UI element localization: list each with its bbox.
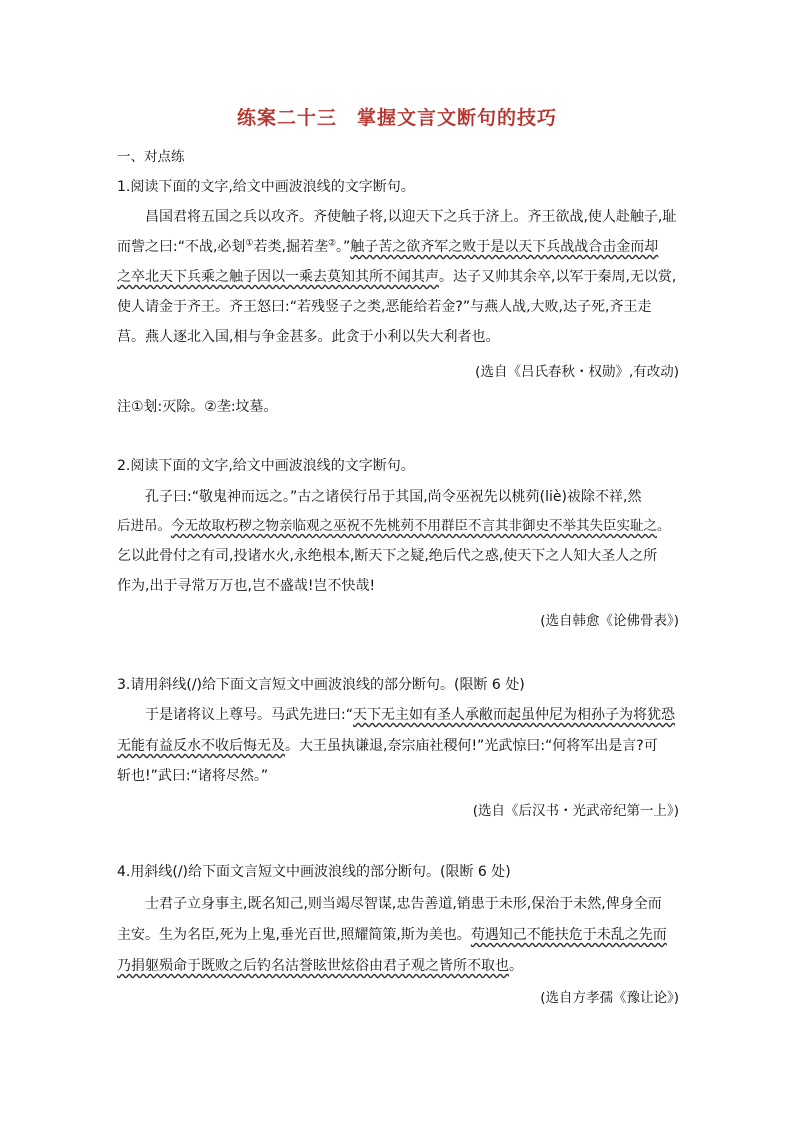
q1-prompt: 1.阅读下面的文字,给文中画波浪线的文字断句。	[117, 179, 415, 195]
q3-line-2	[117, 736, 679, 756]
q1-line-2-text-a: 而訾之曰:“不战,必刬	[117, 239, 246, 255]
q2-line-2-text-b: 。	[657, 518, 671, 534]
q3-line-1-text: 于是诸将议上尊号。马武先进曰:“	[145, 707, 353, 723]
section-heading: 一、对点练	[117, 149, 185, 165]
q2-prompt: 2.阅读下面的文字,给文中画波浪线的文字断句。	[117, 458, 415, 474]
q2-line-3: 乞以此骨付之有司,投诸水火,永绝根本,断天下之疑,绝后代之惑,使天下之人知大圣人之所	[117, 548, 658, 564]
q1-line-5: 莒。燕人逐北入国,相与争金甚多。此贪于小利以失大利者也。	[117, 329, 500, 345]
q3-source: (选自《后汉书・光武帝纪第一上》)	[472, 803, 679, 819]
q3-line-1	[145, 705, 679, 725]
q4-wavy-passage-1: 苟遇知己不能扶危于未乱之先而	[470, 927, 667, 943]
q1-line-1: 昌国君将五国之兵以攻齐。齐使触子将,以迎天下之兵于济上。齐王欲战,使人赴触子,耻	[145, 209, 677, 225]
q2-source: (选自韩愈《论佛骨表》)	[540, 613, 679, 629]
q1-line-2-text-c: 。”	[336, 239, 351, 255]
q4-line-2-text: 主安。生为名臣,死为上鬼,垂光百世,照耀简策,斯为美也。	[117, 927, 471, 943]
q3-line-3: 斩也!”武曰:“诸将尽然。”	[117, 768, 269, 784]
q4-line-3-text: 。	[509, 958, 523, 974]
q2-line-1: 孔子曰:“敬鬼神而远之。”古之诸侯行吊于其国,尚令巫祝先以桃茢(liè)祓除不祥,然	[145, 489, 642, 505]
q1-line-3	[117, 267, 679, 287]
q1-source: (选自《吕氏春秋・权勋》,有改动)	[475, 364, 679, 380]
q1-line-4: 使人请金于齐王。齐王怒曰:“若残竖子之类,恶能给若金?”与燕人战,大败,达子死,齐王走	[117, 299, 652, 315]
q4-prompt: 4.用斜线(/)给下面文言短文中画波浪线的部分断句。(限断 6 处)	[117, 864, 511, 880]
q1-line-2	[117, 237, 679, 257]
q2-wavy-passage: 今无故取朽秽之物亲临观之巫祝不先桃茢不用群臣不言其非御史不举其失臣实耻之	[171, 518, 657, 534]
q1-line-2-text-b: 若类,掘若垄	[253, 239, 328, 255]
q4-line-1: 士君子立身事主,既名知己,则当竭尽智谋,忠告善道,销患于未形,保治于未然,俾身全而	[145, 896, 662, 912]
q2-line-2-text-a: 后进吊。	[117, 518, 171, 534]
q3-prompt: 3.请用斜线(/)给下面文言短文中画波浪线的部分断句。(限断 6 处)	[117, 677, 525, 693]
q1-note: 注①刬:灭除。②垄:坟墓。	[117, 399, 278, 415]
q1-wavy-passage-2: 之卒北天下兵乘之触子因以一乘去莫知其所不闻其声	[117, 269, 439, 285]
q3-line-2-text: 。大王虽执谦退,奈宗庙社稷何!”光武惊曰:“何将军出是言?可	[285, 738, 658, 754]
q1-note-marker-2: ②	[327, 238, 337, 249]
page-title: 练案二十三 掌握文言文断句的技巧	[236, 107, 557, 129]
q2-line-2	[117, 516, 679, 536]
q4-line-2	[117, 925, 679, 945]
q3-wavy-passage-2: 无能有益反水不收后悔无及	[117, 738, 285, 754]
q1-wavy-passage-1: 触子苦之欲齐军之败于是以天下兵战战合击金而却	[350, 239, 659, 255]
q1-line-3-text: 。达子又帅其余卒,以军于秦周,无以赏,	[439, 269, 677, 285]
q1-note-marker-1: ①	[245, 238, 254, 249]
q2-line-4: 作为,出于寻常万万也,岂不盛哉!岂不快哉!	[117, 578, 376, 594]
q4-source: (选自方孝孺《豫让论》)	[540, 990, 679, 1006]
q3-wavy-passage-1: 天下无主如有圣人承敝而起虽仲尼为相孙子为将犹恐	[352, 707, 675, 723]
q4-wavy-passage-2: 乃捐躯殒命于既败之后钓名沽誉眩世炫俗由君子观之皆所不取也	[117, 958, 509, 974]
q4-line-3	[117, 956, 679, 976]
